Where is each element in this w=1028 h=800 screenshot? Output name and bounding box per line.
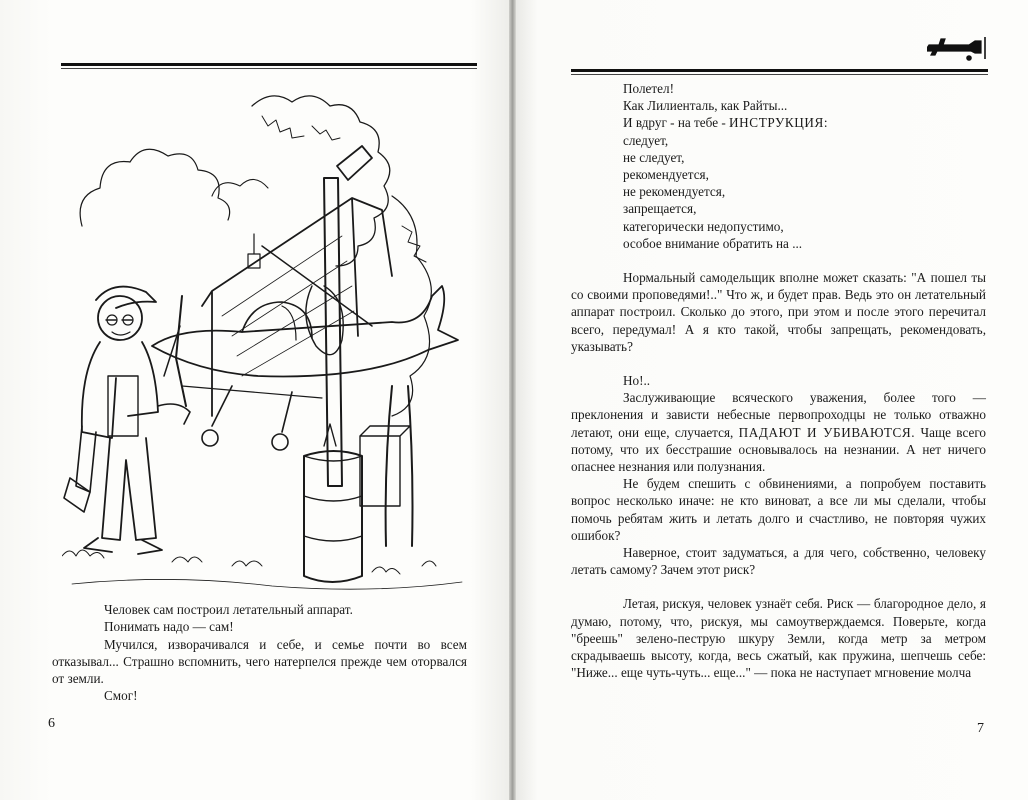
verse-line — [623, 114, 986, 131]
page-number-right: 7 — [977, 721, 984, 736]
verse-line-start: И вдруг - на тебе - — [623, 115, 726, 131]
spacer — [571, 252, 986, 269]
body-paragraph: Не будем спешить с обвинениями, а попробуем поставить вопрос несколько иначе: не кто виноват, а все ли мы сделали, чтобы помочь ребятам жить и летать долго и счастливо, не повторяя чужих ошибок? — [571, 476, 986, 543]
right-page — [512, 0, 1028, 800]
instruction-verse — [571, 80, 986, 252]
body-paragraph: Но!.. — [623, 373, 651, 389]
paragraph-emphasis: ПАДАЮТ И УБИВАЮТСЯ. — [738, 424, 916, 440]
paragraph-text: Чаще всего потому, что их бесстрашие основывалось на незнании. А нет ничего опаснее незнания или полузнания. — [571, 424, 987, 475]
plane-icon — [927, 33, 989, 63]
body-paragraph: Летая, рискуя, человек узнаёт себя. Риск — благородное дело, я думаю, потому, что, рискуя, мы самоутверждаемся. Поверьте, когда "бреешь" зелено-пеструю шкуру Земли, когда метр за метром скрадываешь высоту, когда, весь сжатый, как пружина, шепчешь себе: "Ниже... еще чуть-чуть... еще..." — пока не наступает мгновение молча — [571, 596, 986, 681]
verse-line: не следует, — [623, 149, 685, 165]
verse-line: категорически недопустимо, — [623, 218, 784, 234]
illustration-caption — [52, 601, 467, 705]
caption-paragraph-1: Человек сам построил летательный аппарат. — [104, 602, 353, 617]
verse-line: рекомендуется, — [623, 167, 709, 183]
verse-line: Как Лилиенталь, как Райты... — [623, 98, 788, 114]
body-paragraph — [571, 389, 986, 475]
mechanic-with-homebuilt-plane-illustration — [62, 86, 467, 596]
body-paragraph: Нормальный самодельщик вполне может сказать: "А пошел ты со своими проповедями!.." Что ж, и будет прав. Ведь это он летательный аппарат построил. Сколько до этого, при этом и после этого перечитал всего, передумал! А я кто такой, чтобы запрещать, рекомендовать, указывать? — [571, 270, 986, 354]
verse-line: не рекомендуется, — [623, 184, 726, 200]
verse-line: Полетел! — [623, 81, 674, 96]
body-paragraph: Наверное, стоит задуматься, а для чего, собственно, человеку летать самому? Зачем этот риск? — [571, 545, 986, 578]
header-rule-left — [61, 63, 477, 66]
caption-paragraph-4: Смог! — [104, 688, 138, 704]
paragraph-text: Заслуживающие всяческого уважения, более того — преклонения и зависти небесные первопроходцы не только отважно летают, они еще, случается, — [571, 390, 986, 440]
book-gutter — [509, 0, 516, 800]
caption-paragraph-3: Мучился, изворачивался и себе, и семье почти во всем отказывал... Страшно вспомнить, чего натерпелся прежде чем оторвался от земли. — [52, 636, 467, 687]
left-page — [0, 0, 512, 800]
header-rule-right — [571, 69, 988, 72]
caption-paragraph-2: Понимать надо — сам! — [104, 619, 234, 635]
verse-line-emphasis: ИНСТРУКЦИЯ: — [729, 115, 829, 131]
verse-line: особое внимание обратить на ... — [623, 235, 803, 251]
verse-line: следует, — [623, 132, 669, 148]
page-number-left: 6 — [48, 716, 55, 731]
verse-line: запрещается, — [623, 201, 697, 217]
body-text — [571, 80, 986, 682]
spacer — [571, 355, 986, 372]
spacer — [571, 578, 986, 595]
